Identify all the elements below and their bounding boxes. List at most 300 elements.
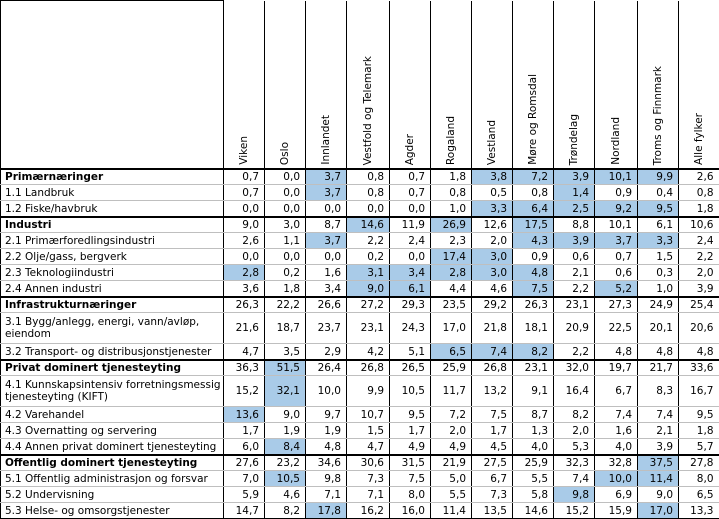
value-cell: 2,6	[224, 233, 265, 249]
value-cell: 23,2	[265, 455, 306, 471]
value-cell: 5,5	[431, 487, 472, 503]
value-cell: 26,9	[431, 217, 472, 233]
column-header-label: Troms og Finnmark	[652, 65, 664, 165]
value-cell: 3,9	[554, 233, 595, 249]
value-cell: 4,7	[347, 439, 390, 455]
row-label: 2.4 Annen industri	[1, 281, 224, 297]
value-cell: 12,6	[472, 217, 513, 233]
value-cell: 6,9	[595, 487, 638, 503]
value-cell: 6,1	[390, 281, 431, 297]
value-cell: 20,9	[554, 313, 595, 344]
subcategory-row	[1, 423, 719, 439]
value-cell: 4,8	[679, 344, 719, 360]
value-cell: 2,0	[679, 265, 719, 281]
column-header	[224, 1, 265, 169]
value-cell: 11,4	[638, 471, 679, 487]
value-cell: 16,2	[347, 503, 390, 519]
value-cell: 8,7	[306, 217, 347, 233]
value-cell: 1,6	[306, 265, 347, 281]
subcategory-row	[1, 487, 719, 503]
value-cell: 26,8	[472, 360, 513, 376]
value-cell: 7,4	[554, 471, 595, 487]
value-cell: 2,0	[472, 233, 513, 249]
column-header-label: Møre og Romsdal	[527, 74, 539, 165]
value-cell: 23,7	[306, 313, 347, 344]
row-label: 4.1 Kunnskapsintensiv forretningsmessig tjenesteyting (KIFT)	[1, 376, 224, 407]
row-label: Primærnæringer	[1, 169, 224, 185]
value-cell: 11,7	[431, 376, 472, 407]
subcategory-row	[1, 201, 719, 217]
value-cell: 2,2	[554, 344, 595, 360]
value-cell: 7,1	[347, 487, 390, 503]
value-cell: 2,3	[431, 233, 472, 249]
value-cell: 3,8	[472, 169, 513, 185]
value-cell: 0,0	[265, 169, 306, 185]
value-cell: 9,0	[347, 281, 390, 297]
value-cell: 9,5	[390, 407, 431, 423]
value-cell: 23,1	[513, 360, 554, 376]
row-label: Privat dominert tjenesteyting	[1, 360, 224, 376]
value-cell: 7,5	[472, 407, 513, 423]
value-cell: 18,7	[265, 313, 306, 344]
value-cell: 14,6	[347, 217, 390, 233]
column-header	[306, 1, 347, 169]
row-label: 4.3 Overnatting og servering	[1, 423, 224, 439]
value-cell: 8,0	[390, 487, 431, 503]
value-cell: 26,6	[306, 297, 347, 313]
column-header	[347, 1, 390, 169]
value-cell: 5,0	[431, 471, 472, 487]
column-header	[265, 1, 306, 169]
subcategory-row	[1, 313, 719, 344]
row-label: 5.3 Helse- og omsorgstjenester	[1, 503, 224, 519]
value-cell: 17,4	[431, 249, 472, 265]
value-cell: 32,3	[554, 455, 595, 471]
value-cell: 8,7	[513, 407, 554, 423]
column-header-label: Nordland	[610, 117, 622, 165]
value-cell: 2,1	[638, 423, 679, 439]
column-header-label: Innlandet	[320, 115, 332, 165]
value-cell: 1,7	[390, 423, 431, 439]
value-cell: 8,2	[265, 503, 306, 519]
value-cell: 24,3	[390, 313, 431, 344]
value-cell: 51,5	[265, 360, 306, 376]
value-cell: 29,3	[390, 297, 431, 313]
column-header	[595, 1, 638, 169]
column-header-label: Viken	[238, 136, 250, 165]
value-cell: 0,0	[390, 201, 431, 217]
value-cell: 0,0	[224, 249, 265, 265]
value-cell: 25,9	[431, 360, 472, 376]
value-cell: 13,3	[679, 503, 719, 519]
value-cell: 3,3	[638, 233, 679, 249]
value-cell: 6,5	[431, 344, 472, 360]
header-row	[1, 1, 719, 169]
value-cell: 17,0	[431, 313, 472, 344]
value-cell: 9,9	[347, 376, 390, 407]
value-cell: 8,2	[513, 344, 554, 360]
value-cell: 13,5	[472, 503, 513, 519]
value-cell: 0,6	[595, 265, 638, 281]
value-cell: 16,0	[390, 503, 431, 519]
value-cell: 3,0	[472, 249, 513, 265]
row-label: 2.3 Teknologiindustri	[1, 265, 224, 281]
value-cell: 2,0	[554, 423, 595, 439]
value-cell: 2,2	[554, 281, 595, 297]
value-cell: 4,6	[265, 487, 306, 503]
value-cell: 10,0	[595, 471, 638, 487]
row-label: 2.1 Primærforedlingsindustri	[1, 233, 224, 249]
value-cell: 33,6	[679, 360, 719, 376]
subcategory-row	[1, 471, 719, 487]
value-cell: 2,6	[679, 169, 719, 185]
value-cell: 0,0	[390, 249, 431, 265]
category-row	[1, 455, 719, 471]
value-cell: 37,5	[638, 455, 679, 471]
value-cell: 23,1	[554, 297, 595, 313]
value-cell: 4,0	[513, 439, 554, 455]
value-cell: 2,8	[224, 265, 265, 281]
value-cell: 1,5	[347, 423, 390, 439]
value-cell: 4,8	[306, 439, 347, 455]
value-cell: 0,0	[224, 201, 265, 217]
value-cell: 5,5	[513, 471, 554, 487]
value-cell: 3,9	[638, 439, 679, 455]
value-cell: 1,5	[638, 249, 679, 265]
value-cell: 4,4	[431, 281, 472, 297]
value-cell: 27,2	[347, 297, 390, 313]
row-label: 2.2 Olje/gass, bergverk	[1, 249, 224, 265]
value-cell: 0,8	[513, 185, 554, 201]
value-cell: 0,7	[224, 185, 265, 201]
value-cell: 5,2	[595, 281, 638, 297]
value-cell: 1,1	[265, 233, 306, 249]
value-cell: 36,3	[224, 360, 265, 376]
value-cell: 0,0	[265, 201, 306, 217]
column-header	[431, 1, 472, 169]
value-cell: 9,0	[265, 407, 306, 423]
row-label: 3.2 Transport- og distribusjonstjenester	[1, 344, 224, 360]
value-cell: 1,8	[431, 169, 472, 185]
subcategory-row	[1, 185, 719, 201]
value-cell: 8,3	[638, 376, 679, 407]
value-cell: 3,1	[347, 265, 390, 281]
value-cell: 7,5	[390, 471, 431, 487]
subcategory-row	[1, 233, 719, 249]
row-label: 5.1 Offentlig administrasjon og forsvar	[1, 471, 224, 487]
value-cell: 8,2	[554, 407, 595, 423]
column-header	[679, 1, 719, 169]
value-cell: 9,5	[679, 407, 719, 423]
value-cell: 8,8	[554, 217, 595, 233]
value-cell: 7,2	[513, 169, 554, 185]
value-cell: 16,4	[554, 376, 595, 407]
row-label: 1.1 Landbruk	[1, 185, 224, 201]
value-cell: 4,9	[390, 439, 431, 455]
value-cell: 5,1	[390, 344, 431, 360]
value-cell: 9,9	[638, 169, 679, 185]
value-cell: 3,7	[306, 169, 347, 185]
value-cell: 24,9	[638, 297, 679, 313]
subcategory-row	[1, 249, 719, 265]
value-cell: 7,5	[513, 281, 554, 297]
value-cell: 6,7	[472, 471, 513, 487]
table-body	[1, 169, 719, 519]
value-cell: 4,8	[638, 344, 679, 360]
value-cell: 3,7	[306, 185, 347, 201]
category-row	[1, 360, 719, 376]
value-cell: 13,2	[472, 376, 513, 407]
column-header-label: Alle fylker	[692, 112, 705, 165]
value-cell: 5,3	[554, 439, 595, 455]
value-cell: 2,2	[679, 249, 719, 265]
value-cell: 5,7	[679, 439, 719, 455]
value-cell: 4,7	[224, 344, 265, 360]
value-cell: 0,6	[554, 249, 595, 265]
value-cell: 5,9	[224, 487, 265, 503]
value-cell: 17,0	[638, 503, 679, 519]
subcategory-row	[1, 439, 719, 455]
value-cell: 1,3	[513, 423, 554, 439]
value-cell: 5,8	[513, 487, 554, 503]
column-header-label: Agder	[404, 133, 416, 165]
value-cell: 0,0	[265, 249, 306, 265]
value-cell: 10,6	[679, 217, 719, 233]
value-cell: 1,6	[595, 423, 638, 439]
subcategory-row	[1, 265, 719, 281]
value-cell: 7,4	[638, 407, 679, 423]
value-cell: 27,3	[595, 297, 638, 313]
value-cell: 3,4	[390, 265, 431, 281]
value-cell: 21,6	[224, 313, 265, 344]
value-cell: 26,5	[390, 360, 431, 376]
column-header	[472, 1, 513, 169]
row-label: 4.2 Varehandel	[1, 407, 224, 423]
value-cell: 32,8	[595, 455, 638, 471]
column-header	[554, 1, 595, 169]
value-cell: 32,1	[265, 376, 306, 407]
value-cell: 1,7	[472, 423, 513, 439]
value-cell: 0,5	[472, 185, 513, 201]
value-cell: 25,9	[513, 455, 554, 471]
value-cell: 9,7	[306, 407, 347, 423]
value-cell: 10,1	[595, 169, 638, 185]
value-cell: 21,7	[638, 360, 679, 376]
column-header-label: Vestfold og Telemark	[362, 55, 374, 165]
value-cell: 0,9	[595, 185, 638, 201]
row-label: Industri	[1, 217, 224, 233]
value-cell: 2,8	[431, 265, 472, 281]
value-cell: 3,7	[595, 233, 638, 249]
value-cell: 25,4	[679, 297, 719, 313]
value-cell: 1,7	[224, 423, 265, 439]
value-cell: 6,4	[513, 201, 554, 217]
value-cell: 1,0	[431, 201, 472, 217]
value-cell: 21,8	[472, 313, 513, 344]
value-cell: 29,2	[472, 297, 513, 313]
value-cell: 0,7	[595, 249, 638, 265]
value-cell: 26,3	[224, 297, 265, 313]
value-cell: 0,7	[224, 169, 265, 185]
value-cell: 15,2	[224, 376, 265, 407]
value-cell: 8,0	[679, 471, 719, 487]
value-cell: 4,8	[595, 344, 638, 360]
value-cell: 6,0	[224, 439, 265, 455]
value-cell: 10,5	[265, 471, 306, 487]
value-cell: 26,3	[513, 297, 554, 313]
value-cell: 4,3	[513, 233, 554, 249]
row-label: 4.4 Annen privat dominert tjenesteyting	[1, 439, 224, 455]
value-cell: 7,3	[347, 471, 390, 487]
value-cell: 0,7	[390, 185, 431, 201]
value-cell: 26,4	[306, 360, 347, 376]
column-header-label: Trøndelag	[568, 113, 580, 165]
value-cell: 2,5	[554, 201, 595, 217]
value-cell: 3,3	[472, 201, 513, 217]
value-cell: 26,8	[347, 360, 390, 376]
subcategory-row	[1, 281, 719, 297]
value-cell: 9,0	[638, 487, 679, 503]
value-cell: 13,6	[224, 407, 265, 423]
value-cell: 11,9	[390, 217, 431, 233]
value-cell: 9,0	[224, 217, 265, 233]
value-cell: 2,4	[679, 233, 719, 249]
value-cell: 0,8	[347, 169, 390, 185]
row-label: 3.1 Bygg/anlegg, energi, vann/avløp, eiendom	[1, 313, 224, 344]
value-cell: 3,9	[554, 169, 595, 185]
value-cell: 4,9	[431, 439, 472, 455]
column-header	[638, 1, 679, 169]
value-cell: 27,6	[224, 455, 265, 471]
value-cell: 7,2	[431, 407, 472, 423]
value-cell: 0,2	[265, 265, 306, 281]
row-label: 1.2 Fiske/havbruk	[1, 201, 224, 217]
subcategory-row	[1, 344, 719, 360]
value-cell: 15,9	[595, 503, 638, 519]
column-header-label: Rogaland	[445, 115, 457, 165]
value-cell: 27,8	[679, 455, 719, 471]
value-cell: 23,5	[431, 297, 472, 313]
value-cell: 0,3	[638, 265, 679, 281]
value-cell: 14,7	[224, 503, 265, 519]
column-header	[390, 1, 431, 169]
value-cell: 9,1	[513, 376, 554, 407]
value-cell: 2,9	[306, 344, 347, 360]
value-cell: 9,8	[306, 471, 347, 487]
value-cell: 11,4	[431, 503, 472, 519]
value-cell: 0,8	[347, 185, 390, 201]
value-cell: 16,7	[679, 376, 719, 407]
value-cell: 14,6	[513, 503, 554, 519]
value-cell: 0,0	[265, 185, 306, 201]
value-cell: 8,4	[265, 439, 306, 455]
value-cell: 20,6	[679, 313, 719, 344]
value-cell: 0,0	[306, 201, 347, 217]
value-cell: 22,2	[265, 297, 306, 313]
value-cell: 1,9	[306, 423, 347, 439]
row-label: Infrastrukturnæringer	[1, 297, 224, 313]
value-cell: 7,4	[595, 407, 638, 423]
value-cell: 3,4	[306, 281, 347, 297]
value-cell: 6,5	[679, 487, 719, 503]
subcategory-row	[1, 407, 719, 423]
value-cell: 0,2	[347, 249, 390, 265]
value-cell: 18,1	[513, 313, 554, 344]
value-cell: 4,5	[472, 439, 513, 455]
value-cell: 9,2	[595, 201, 638, 217]
value-cell: 0,8	[679, 185, 719, 201]
value-cell: 1,4	[554, 185, 595, 201]
value-cell: 20,1	[638, 313, 679, 344]
value-cell: 0,9	[513, 249, 554, 265]
value-cell: 2,0	[431, 423, 472, 439]
value-cell: 2,4	[390, 233, 431, 249]
value-cell: 3,9	[679, 281, 719, 297]
value-cell: 15,2	[554, 503, 595, 519]
value-cell: 22,5	[595, 313, 638, 344]
category-row	[1, 169, 719, 185]
value-cell: 1,8	[679, 423, 719, 439]
value-cell: 3,5	[265, 344, 306, 360]
value-cell: 7,0	[224, 471, 265, 487]
subcategory-row	[1, 376, 719, 407]
value-cell: 6,1	[638, 217, 679, 233]
value-cell: 7,1	[306, 487, 347, 503]
row-label: Offentlig dominert tjenesteyting	[1, 455, 224, 471]
value-cell: 1,8	[265, 281, 306, 297]
value-cell: 10,5	[390, 376, 431, 407]
value-cell: 7,4	[472, 344, 513, 360]
category-row	[1, 297, 719, 313]
column-header	[513, 1, 554, 169]
value-cell: 9,8	[554, 487, 595, 503]
row-label: 5.2 Undervisning	[1, 487, 224, 503]
value-cell: 3,7	[306, 233, 347, 249]
column-header-label: Oslo	[279, 141, 291, 165]
value-cell: 0,4	[638, 185, 679, 201]
value-cell: 0,0	[347, 201, 390, 217]
value-cell: 17,5	[513, 217, 554, 233]
value-cell: 2,2	[347, 233, 390, 249]
value-cell: 21,9	[431, 455, 472, 471]
value-cell: 4,2	[347, 344, 390, 360]
column-header-label: Vestland	[486, 119, 498, 165]
value-cell: 4,0	[595, 439, 638, 455]
value-cell: 3,0	[265, 217, 306, 233]
value-cell: 17,8	[306, 503, 347, 519]
value-cell: 23,1	[347, 313, 390, 344]
subcategory-row	[1, 503, 719, 519]
value-cell: 3,6	[224, 281, 265, 297]
row-label-header	[1, 1, 224, 169]
value-cell: 32,0	[554, 360, 595, 376]
value-cell: 34,6	[306, 455, 347, 471]
value-cell: 31,5	[390, 455, 431, 471]
value-cell: 1,9	[265, 423, 306, 439]
category-row	[1, 217, 719, 233]
value-cell: 3,0	[472, 265, 513, 281]
value-cell: 10,0	[306, 376, 347, 407]
value-cell: 30,6	[347, 455, 390, 471]
value-cell: 27,5	[472, 455, 513, 471]
value-cell: 10,1	[595, 217, 638, 233]
value-cell: 0,8	[431, 185, 472, 201]
value-cell: 2,1	[554, 265, 595, 281]
value-cell: 19,7	[595, 360, 638, 376]
value-cell: 1,0	[638, 281, 679, 297]
value-cell: 9,5	[638, 201, 679, 217]
value-cell: 4,6	[472, 281, 513, 297]
